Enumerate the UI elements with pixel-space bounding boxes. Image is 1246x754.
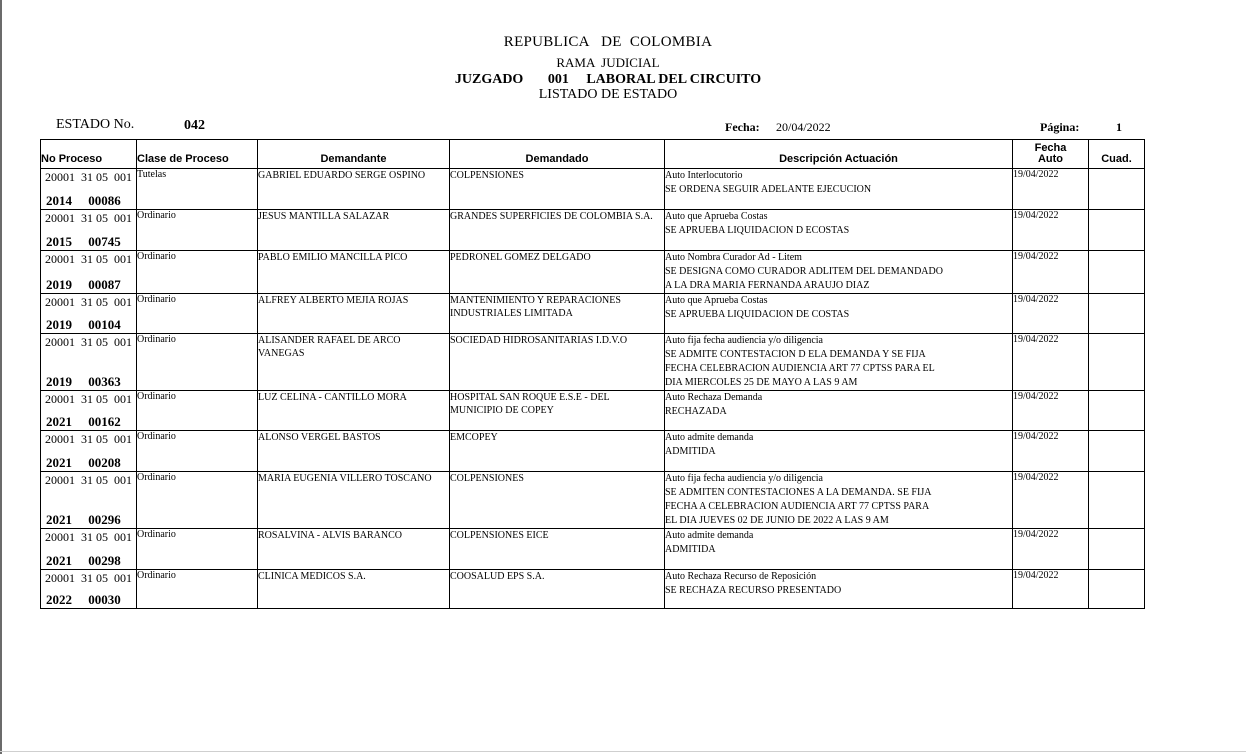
proceso-code: 20001 31 05 001 <box>45 211 132 225</box>
proceso-code: 20001 31 05 001 <box>45 335 132 349</box>
cell-clase-text: Ordinario <box>137 334 176 345</box>
header-juzgado: JUZGADO 001 LABORAL DEL CIRCUITO <box>454 72 762 87</box>
cell-clase <box>137 294 258 334</box>
cell-cuad <box>1089 210 1145 251</box>
proceso-code: 20001 31 05 001 <box>45 432 132 446</box>
cell-proceso <box>41 570 137 609</box>
cell-cuad <box>1089 251 1145 294</box>
cell-cuad <box>1089 529 1145 570</box>
pagina-label: Página: <box>1040 120 1080 134</box>
cell-demandado <box>450 529 665 570</box>
estado-table <box>40 139 1145 609</box>
cell-cuad <box>1089 391 1145 431</box>
cell-demandante-text: ALONSO VERGEL BASTOS <box>258 432 381 443</box>
header-rama: RAMA JUDICIAL <box>556 55 660 70</box>
cell-demandado-text: GRANDES SUPERFICIES DE COLOMBIA S.A. <box>450 211 653 222</box>
cell-fecha-auto-text: 19/04/2022 <box>1013 251 1059 262</box>
proceso-year-number: 2019 00104 <box>46 317 121 332</box>
cell-fecha-auto <box>1013 210 1089 251</box>
proceso-code: 20001 31 05 001 <box>45 252 132 266</box>
cell-clase <box>137 431 258 472</box>
cell-demandante <box>258 169 450 210</box>
table-row <box>41 529 1145 570</box>
cell-clase-text: Ordinario <box>137 391 176 402</box>
cell-cuad <box>1089 169 1145 210</box>
cell-descripcion <box>665 529 1013 570</box>
cell-demandado-text: PEDRONEL GOMEZ DELGADO <box>450 252 591 263</box>
cell-proceso <box>41 294 137 334</box>
cell-proceso <box>41 529 137 570</box>
proceso-code: 20001 31 05 001 <box>45 170 132 184</box>
table-row <box>41 251 1145 294</box>
cell-clase-text: Ordinario <box>137 529 176 540</box>
table-row <box>41 431 1145 472</box>
cell-clase-text: Ordinario <box>137 251 176 262</box>
cell-fecha-auto <box>1013 391 1089 431</box>
table-row <box>41 570 1145 609</box>
table-row <box>41 391 1145 431</box>
estado-number: 042 <box>184 118 205 133</box>
cell-demandante-text: ROSALVINA - ALVIS BARANCO <box>258 530 403 541</box>
cell-clase-text: Ordinario <box>137 210 176 221</box>
cell-cuad <box>1089 431 1145 472</box>
cell-descripcion <box>665 251 1013 294</box>
proceso-year-number: 2021 00162 <box>46 414 121 429</box>
page-bottom-border <box>0 751 1246 752</box>
cell-clase <box>137 391 258 431</box>
table-row <box>41 334 1145 391</box>
cell-fecha-auto-text: 19/04/2022 <box>1013 431 1059 442</box>
cell-descripcion-text: Auto fija fecha audiencia y/o diligencia SE ADMITE CONTESTACION D ELA DEMANDA Y SE FIJA FECHA CELEBRACION AUDIENCIA ART 77 CPTSS PARA EL DIA MIERCOLES 25 DE MAYO A LAS 9 AM <box>665 335 935 388</box>
cell-demandado-text: COLPENSIONES <box>450 170 524 181</box>
cell-demandado <box>450 294 665 334</box>
cell-demandado <box>450 251 665 294</box>
cell-fecha-auto <box>1013 472 1089 529</box>
cell-demandante <box>258 334 450 391</box>
proceso-code: 20001 31 05 001 <box>45 571 132 585</box>
proceso-year-number: 2015 00745 <box>46 234 121 249</box>
proceso-year-number: 2021 00208 <box>46 455 121 470</box>
cell-fecha-auto-text: 19/04/2022 <box>1013 334 1059 345</box>
col-header-fecha-line1: Fecha <box>1034 142 1067 154</box>
table-row <box>41 169 1145 210</box>
cell-fecha-auto-text: 19/04/2022 <box>1013 529 1059 540</box>
cell-clase <box>137 210 258 251</box>
header-republica: REPUBLICA DE COLOMBIA <box>503 34 713 50</box>
cell-demandante-text: CLINICA MEDICOS S.A. <box>258 571 366 582</box>
proceso-year-number: 2019 00363 <box>46 374 121 389</box>
cell-clase <box>137 251 258 294</box>
cell-fecha-auto-text: 19/04/2022 <box>1013 210 1059 221</box>
cell-demandante <box>258 570 450 609</box>
cell-demandante-text: PABLO EMILIO MANCILLA PICO <box>258 252 408 263</box>
cell-demandado-text: HOSPITAL SAN ROQUE E.S.E - DEL MUNICIPIO DE COPEY <box>450 392 610 416</box>
cell-demandante <box>258 251 450 294</box>
cell-descripcion <box>665 570 1013 609</box>
table-header-row <box>41 140 1145 169</box>
cell-demandado <box>450 570 665 609</box>
cell-demandado <box>450 472 665 529</box>
proceso-year-number: 2022 00030 <box>46 592 121 607</box>
cell-demandante <box>258 431 450 472</box>
cell-demandante-text: ALFREY ALBERTO MEJIA ROJAS <box>258 295 409 306</box>
cell-fecha-auto <box>1013 294 1089 334</box>
cell-descripcion <box>665 334 1013 391</box>
col-header-descripcion: Descripción Actuación <box>665 140 1013 169</box>
cell-proceso <box>41 169 137 210</box>
proceso-year-number: 2019 00087 <box>46 277 121 292</box>
proceso-code: 20001 31 05 001 <box>45 530 132 544</box>
cell-fecha-auto <box>1013 529 1089 570</box>
cell-demandante <box>258 472 450 529</box>
cell-descripcion-text: Auto Rechaza Demanda RECHAZADA <box>665 392 763 417</box>
col-header-proceso: No Proceso <box>41 140 137 169</box>
cell-descripcion-text: Auto fija fecha audiencia y/o diligencia SE ADMITEN CONTESTACIONES A LA DEMANDA. SE FIJA FECHA A CELEBRACION AUDIENCIA ART 77 CPTSS PARA EL DIA JUEVES 02 DE JUNIO DE 2022 A LAS 9 AM <box>665 473 932 526</box>
cell-demandante <box>258 529 450 570</box>
cell-demandado-text: COOSALUD EPS S.A. <box>450 571 545 582</box>
cell-cuad <box>1089 472 1145 529</box>
cell-demandado <box>450 431 665 472</box>
cell-demandante-text: LUZ CELINA - CANTILLO MORA <box>258 392 407 403</box>
cell-descripcion-text: Auto Interlocutorio SE ORDENA SEGUIR ADELANTE EJECUCION <box>665 170 872 195</box>
cell-fecha-auto <box>1013 570 1089 609</box>
cell-demandado-text: EMCOPEY <box>450 432 498 443</box>
cell-demandante <box>258 294 450 334</box>
table-row <box>41 210 1145 251</box>
cell-demandante <box>258 210 450 251</box>
cell-clase-text: Ordinario <box>137 570 176 581</box>
cell-proceso <box>41 210 137 251</box>
cell-clase-text: Ordinario <box>137 294 176 305</box>
table-row <box>41 294 1145 334</box>
pagina-value: 1 <box>1116 120 1122 134</box>
page-left-border <box>0 0 2 754</box>
cell-clase <box>137 334 258 391</box>
cell-demandado-text: COLPENSIONES EICE <box>450 530 549 541</box>
cell-descripcion-text: Auto admite demanda ADMITIDA <box>665 432 754 457</box>
cell-descripcion-text: Auto Rechaza Recurso de Reposición SE RECHAZA RECURSO PRESENTADO <box>665 571 842 596</box>
cell-fecha-auto <box>1013 251 1089 294</box>
cell-clase <box>137 472 258 529</box>
cell-descripcion <box>665 169 1013 210</box>
cell-fecha-auto-text: 19/04/2022 <box>1013 472 1059 483</box>
cell-demandante-text: GABRIEL EDUARDO SERGE OSPINO <box>258 170 426 181</box>
cell-proceso <box>41 334 137 391</box>
cell-descripcion-text: Auto admite demanda ADMITIDA <box>665 530 754 555</box>
col-header-cuad: Cuad. <box>1089 140 1145 169</box>
cell-proceso <box>41 391 137 431</box>
cell-demandante <box>258 391 450 431</box>
cell-demandado-text: SOCIEDAD HIDROSANITARIAS I.D.V.O <box>450 335 628 346</box>
cell-proceso <box>41 251 137 294</box>
col-header-demandado: Demandado <box>450 140 665 169</box>
proceso-code: 20001 31 05 001 <box>45 295 132 309</box>
col-header-fecha-line2: Auto <box>1037 153 1064 165</box>
cell-descripcion <box>665 391 1013 431</box>
cell-clase-text: Tutelas <box>137 169 167 180</box>
cell-fecha-auto <box>1013 431 1089 472</box>
col-header-fecha-auto <box>1013 140 1089 169</box>
fecha-value: 20/04/2022 <box>776 120 831 134</box>
cell-clase-text: Ordinario <box>137 431 176 442</box>
table-row <box>41 472 1145 529</box>
cell-proceso <box>41 472 137 529</box>
cell-cuad <box>1089 570 1145 609</box>
cell-descripcion-text: Auto que Aprueba Costas SE APRUEBA LIQUIDACION D ECOSTAS <box>665 211 850 236</box>
fecha-label: Fecha: <box>725 120 760 134</box>
cell-cuad <box>1089 294 1145 334</box>
col-header-clase: Clase de Proceso <box>137 140 258 169</box>
cell-descripcion-text: Auto Nombra Curador Ad - Litem SE DESIGNA COMO CURADOR ADLITEM DEL DEMANDADO A LA DRA MARIA FERNANDA ARAUJO DIAZ <box>665 252 943 291</box>
cell-fecha-auto <box>1013 334 1089 391</box>
cell-demandado <box>450 210 665 251</box>
cell-fecha-auto <box>1013 169 1089 210</box>
cell-cuad <box>1089 334 1145 391</box>
col-header-demandante: Demandante <box>258 140 450 169</box>
cell-descripcion <box>665 294 1013 334</box>
proceso-code: 20001 31 05 001 <box>45 392 132 406</box>
cell-demandado-text: COLPENSIONES <box>450 473 524 484</box>
estado-label: ESTADO No. <box>56 117 135 132</box>
cell-clase <box>137 169 258 210</box>
cell-demandado-text: MANTENIMIENTO Y REPARACIONES INDUSTRIALES LIMITADA <box>450 295 621 319</box>
cell-descripcion <box>665 431 1013 472</box>
cell-demandado <box>450 334 665 391</box>
cell-descripcion <box>665 210 1013 251</box>
cell-fecha-auto-text: 19/04/2022 <box>1013 570 1059 581</box>
proceso-year-number: 2021 00296 <box>46 512 121 527</box>
cell-fecha-auto-text: 19/04/2022 <box>1013 294 1059 305</box>
cell-clase <box>137 570 258 609</box>
proceso-year-number: 2021 00298 <box>46 553 121 568</box>
cell-demandado <box>450 169 665 210</box>
cell-clase-text: Ordinario <box>137 472 176 483</box>
cell-clase <box>137 529 258 570</box>
cell-fecha-auto-text: 19/04/2022 <box>1013 391 1059 402</box>
cell-proceso <box>41 431 137 472</box>
cell-descripcion-text: Auto que Aprueba Costas SE APRUEBA LIQUIDACION DE COSTAS <box>665 295 850 320</box>
cell-fecha-auto-text: 19/04/2022 <box>1013 169 1059 180</box>
cell-descripcion <box>665 472 1013 529</box>
cell-demandado <box>450 391 665 431</box>
header-listado: LISTADO DE ESTADO <box>538 87 678 102</box>
cell-demandante-text: MARIA EUGENIA VILLERO TOSCANO <box>258 473 432 484</box>
cell-demandante-text: ALISANDER RAFAEL DE ARCO VANEGAS <box>258 335 401 359</box>
proceso-year-number: 2014 00086 <box>46 193 121 208</box>
proceso-code: 20001 31 05 001 <box>45 473 132 487</box>
cell-demandante-text: JESUS MANTILLA SALAZAR <box>258 211 390 222</box>
